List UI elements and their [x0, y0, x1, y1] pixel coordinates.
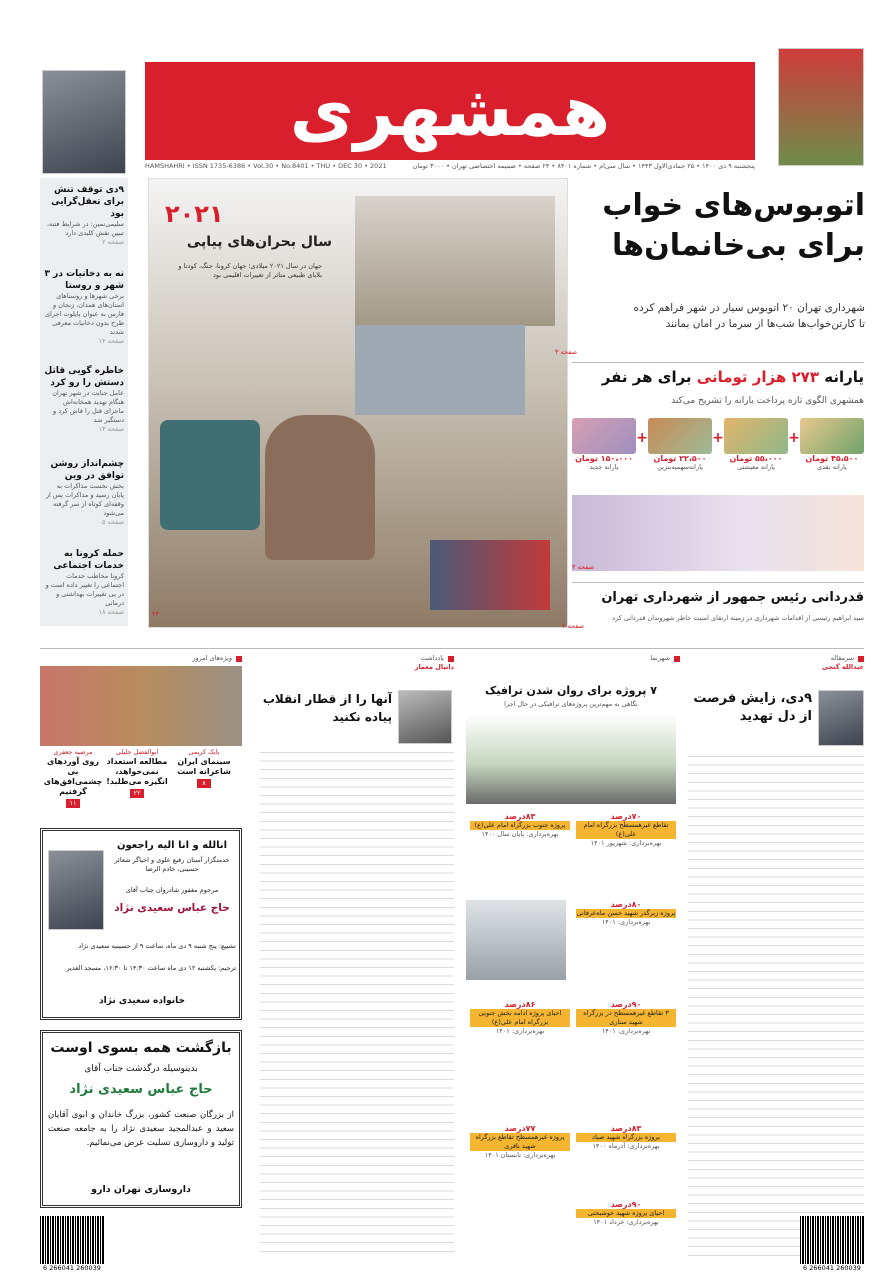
guest-title: سینمای ایران شاعرانه است — [177, 757, 231, 776]
medic-image — [160, 420, 260, 530]
lead-headline-line-1: اتوبوس‌های خواب — [602, 188, 865, 223]
section-divider — [40, 648, 864, 649]
barcode-left — [40, 1216, 104, 1264]
editorial-tag: سرمقاله — [830, 654, 854, 662]
traffic-card-pct: ۸۰درصد — [610, 900, 642, 909]
subsidy-item — [724, 418, 788, 490]
subsidy-amount: ۱۵۰،۰۰۰ تومان — [575, 454, 634, 463]
condolence-line-1: انالله و انا الیه راجعون — [116, 840, 228, 851]
left-item-title: چشم‌انداز روشن توافق در وین — [50, 459, 124, 481]
left-item-text: عامل جنایت در شهر تهران هنگام تهدید همخانه‌اش ماجرای قتل را فاش کرد و دستگیر شد — [52, 389, 124, 424]
masthead-logo: همشهری — [145, 62, 755, 160]
subsidy-item — [648, 418, 712, 490]
traffic-card-when: بهره‌برداری: ۱۴۰۱ — [495, 1027, 545, 1035]
editorial-author-photo — [818, 690, 864, 746]
plus-icon: + — [636, 430, 648, 446]
traffic-card-when: بهره‌برداری: ۱۴۰۱ — [601, 1027, 651, 1035]
opinion-column[interactable] — [260, 654, 454, 672]
traffic-card-pct: ۸۳درصد — [610, 1124, 642, 1133]
editorial-title-line-1: ۹دی، زایش فرصت — [693, 691, 812, 706]
date-line — [145, 162, 755, 172]
opinion-tag: یادداشت — [420, 654, 444, 662]
left-item-title: حمله کرونا به خدمات اجتماعی — [53, 549, 124, 571]
guest-title: مطالعه استعداد نمی‌خواهد، انگیزه می‌طلبد! — [106, 757, 168, 786]
year-review-title: سال بحران‌های پیاپی — [186, 234, 332, 250]
raisi-sub: سید ابراهیم رئیسی از اقدامات شهرداری در زمینه ارتقای امنیت خاطر شهروندان قدردانی کرد — [612, 614, 864, 622]
traffic-card-title: تقاطع غیرهمسطح بزرگراه امام علی(ع) — [576, 821, 676, 839]
condolence2-title: بازگشت همه بسوی اوست — [50, 1040, 232, 1056]
condolence2-line-1: بدینوسیله درگذشت جناب آقای — [84, 1064, 198, 1074]
traffic-card-pct: ۸۶درصد — [504, 1000, 536, 1009]
columnist-portrait — [42, 70, 126, 174]
left-item-2[interactable] — [44, 268, 124, 346]
traffic-title: ۷ پروژه برای روان شدن ترافیک — [485, 684, 657, 697]
raisi-headline[interactable]: قدردانی رئیس جمهور از شهرداری تهران — [601, 590, 864, 605]
subsidy-label: یارانه جدید — [589, 463, 619, 471]
traffic-card-pct: ۸۳درصد — [504, 812, 536, 821]
condolence-line-2: خدمتگزار آستان رفیع علوی و احیاگر شعائر حسینی، خادم الرضا — [114, 856, 230, 873]
editorial[interactable] — [688, 654, 864, 672]
traffic-tag: شهرنما — [650, 654, 670, 662]
left-item-page: صفحه ۵ — [101, 518, 124, 526]
left-item-title: نه به دخانیات در ۳ شهر و روستا — [44, 269, 124, 291]
condolence2-name: حاج عباس سعیدی نژاد — [69, 1082, 213, 1097]
left-item-title: ۹دی توقف تنش برای تعقل‌گرایی بود — [51, 185, 124, 219]
barcode-right-number: 6 266041 260039 — [803, 1264, 861, 1272]
masked-man-image — [265, 415, 375, 560]
section-marker-icon — [448, 656, 454, 662]
condolence2-signature: داروسازی تهران دارو — [91, 1184, 191, 1195]
traffic-card-title: پروژه جنوب بزرگراه امام علی(ع) — [470, 821, 570, 830]
guest-name: بابک کریمی — [188, 748, 220, 756]
traffic-card-when: بهره‌برداری: شهریور ۱۴۰۱ — [590, 839, 662, 847]
lead-sub-line-2: تا کارتن‌خواب‌ها شب‌ها از سرما در امان بمانند — [665, 318, 865, 330]
subsidy-headline[interactable] — [572, 368, 864, 386]
lead-sub-line-1: شهرداری تهران ۲۰ اتوبوس سیار در شهر فراهم کرده — [633, 302, 865, 314]
guest-page: ۸ — [197, 779, 211, 788]
divider — [572, 362, 864, 363]
banknote-image — [648, 418, 712, 454]
opinion-title-line-1: آنها را از قطار انقلاب — [262, 692, 392, 706]
condolence-line-4: تشییع: پنج شنبه ۹ دی ماه، ساعت ۹ از حسینیه سعیدی نژاد — [78, 942, 236, 950]
year-review-sub: جهان در سال ۲۰۲۱ میلادی؛ جهان کرونا، جنگ، کودتا و بلایای طبیعی متاثر از تغییرات اقلیمی بود — [178, 262, 322, 279]
subsidy-item — [572, 418, 636, 490]
ruins-image — [355, 196, 555, 326]
guest-card[interactable] — [42, 748, 104, 810]
traffic-section[interactable] — [462, 654, 680, 663]
banknote-image — [800, 418, 864, 454]
left-item-title: خاطره گویی قاتل دستش را رو کرد — [44, 366, 124, 388]
traffic-card — [576, 1124, 676, 1151]
traffic-card-pct: ۹۰درصد — [610, 1200, 642, 1209]
left-item-5[interactable] — [44, 548, 124, 617]
left-item-page: صفحه ۱۸ — [98, 608, 124, 616]
bridge-illustration — [466, 900, 566, 980]
banknote-hand-image — [572, 495, 864, 571]
subsidy-page-ref: صفحه ۳ — [572, 563, 595, 571]
section-marker-icon — [236, 656, 242, 662]
editorial-author: عبدالله گنجی — [821, 663, 864, 671]
guest-page: ۱۱ — [66, 799, 80, 808]
section-marker-icon — [674, 656, 680, 662]
traffic-card-title: پروژه غیرهمسطح تقاطع بزرگراه شهید باقری — [470, 1133, 570, 1151]
guest-page: ۲۲ — [130, 789, 144, 798]
editorial-title — [688, 690, 812, 726]
condolence-name: حاج عباس سعیدی نژاد — [114, 902, 230, 914]
guests-header — [40, 654, 242, 663]
lead-page-ref: صفحه ۳ — [555, 348, 578, 356]
left-item-page: صفحه ۱۳ — [98, 425, 124, 433]
traffic-card-title: پروژه زیرگذر شهید حسن ماه‌عرفانی — [576, 909, 676, 917]
traffic-card-pct: ۷۷درصد — [504, 1124, 536, 1133]
barcode-right — [800, 1216, 864, 1264]
plus-icon: + — [788, 430, 800, 446]
date-line-fa: پنجشنبه ۹ دی ۱۴۰۰ • ۲۵ جمادی‌الاول ۱۴۴۳ • سال سی‌ام • شماره ۸۴۰۱ • ۲۴ صفحه • ضمیمه اختصاصی تهران • ۳۰۰۰ تومان — [412, 162, 755, 170]
traffic-card — [470, 1124, 570, 1160]
traffic-sub: نگاهی به مهم‌ترین پروژه‌های ترافیکی در حال اجرا — [504, 700, 638, 708]
traffic-card-when: بهره‌برداری: ۱۴۰۱ — [601, 918, 651, 926]
left-item-4[interactable] — [44, 458, 124, 527]
guests-tag: ویژه‌های امروز — [192, 654, 232, 662]
barcode-left-number: 6 266041 260039 — [43, 1264, 101, 1272]
traffic-card-when: بهره‌برداری: آذرماه ۱۴۰۰ — [592, 1142, 660, 1150]
traffic-card — [576, 1200, 676, 1227]
plus-icon: + — [712, 430, 724, 446]
left-item-page: صفحه ۲ — [101, 238, 124, 246]
subsidy-item — [800, 418, 864, 490]
opinion-title — [260, 690, 392, 726]
traffic-card — [470, 1000, 570, 1036]
subsidy-amount: ۵۵،۰۰۰ تومان — [729, 454, 783, 463]
opinion-title-line-2: پیاده نکنید — [332, 710, 392, 724]
subsidy-amount: ۴۵،۵۰۰ تومان — [805, 454, 859, 463]
traffic-card — [576, 1000, 676, 1036]
ship-flag-image — [430, 540, 550, 610]
section-marker-icon — [858, 656, 864, 662]
traffic-card-pct: ۹۰درصد — [610, 1000, 642, 1009]
left-item-text: سلیمی‌نمین: در شرایط فتنه، تبیین نقش کلیدی دارد — [46, 220, 124, 237]
condolence2-body: از بزرگان صنعت کشور، بزرگ خاندان و ابوی آقایان سعید و عبدالمجید سعیدی نژاد را به جامعه صنعت تولید و داروسازی تسلیت عرض می‌نمائیم. — [48, 1110, 234, 1148]
left-item-page: صفحه ۱۴ — [98, 337, 124, 345]
year-label: ۲۰۲۱ — [165, 200, 224, 228]
traffic-card — [576, 900, 676, 927]
lead-headline-line-2: برای بی‌خانمان‌ها — [612, 228, 865, 263]
subsidy-label: یارانه نقدی — [817, 463, 847, 471]
subsidy-amount: ۲۲،۵۰۰ تومان — [653, 454, 707, 463]
subsidy-items — [572, 418, 864, 490]
condolence-line-3: مرحوم مغفور شادروان جناب آقای — [125, 886, 219, 894]
traffic-card-pct: ۷۰درصد — [610, 812, 642, 821]
condolence-line-5: ترحیم: یکشنبه ۱۲ دی ماه ساعت ۱۴:۳۰ تا ۱۶:۳۰، مسجد الغدیر — [66, 964, 236, 972]
highway-illustration — [466, 714, 676, 804]
traffic-card-title: احیای پروژه شهید خوشبختی — [576, 1209, 676, 1218]
banknote-image — [572, 418, 636, 454]
guest-name: مرضیه جعفری — [53, 748, 93, 756]
traffic-card-title: ۳ تقاطع غیرهمسطح در بزرگراه شهید ستاری — [576, 1009, 676, 1027]
subsidy-headline-start: یارانه — [824, 368, 864, 386]
traffic-card-title: پروژه بزرگراه شهید صیاد — [576, 1133, 676, 1142]
subsidy-headline-highlight: ۲۷۳ هزار تومانی — [696, 368, 819, 386]
banknote-image — [724, 418, 788, 454]
guest-card[interactable] — [170, 748, 238, 790]
divider — [572, 582, 864, 583]
left-item-text: بخش نخست مذاکرات به پایان رسید و مذاکرات پس از وقفه‌ای کوتاه از سر گرفته می‌شود — [45, 482, 124, 517]
lead-headline[interactable] — [575, 186, 865, 266]
subsidy-sub: همشهری الگوی تازه پرداخت یارانه را تشریح می‌کند — [671, 396, 864, 406]
opinion-author: دانیال معمار — [414, 663, 454, 671]
left-item-1[interactable] — [44, 184, 124, 247]
opinion-author-photo — [398, 690, 452, 744]
traffic-card-title: احیای پروژه ادامه بخش جنوبی بزرگراه امام علی(ع) — [470, 1009, 570, 1027]
lead-sub — [580, 300, 865, 332]
building-image — [355, 325, 525, 415]
traffic-card — [470, 812, 570, 839]
left-item-text: کرونا مخاطب خدمات اجتماعی را تغییر داده است و در پی تغییرات بهداشتی و درمانی — [45, 572, 124, 607]
guest-name: ابوالفضل جلیلی — [115, 748, 159, 756]
traffic-card-when: بهره‌برداری: تابستان ۱۴۰۱ — [484, 1151, 556, 1159]
traffic-card-when: بهره‌برداری: پایان سال ۱۴۰۰ — [481, 830, 559, 838]
raisi-page-ref: صفحه ۲ — [562, 622, 585, 630]
guest-title: روی آوردهای بی چشمی‌افق‌های گرفتیم — [43, 757, 103, 796]
editorial-title-line-2: از دل تهدید — [739, 709, 812, 724]
deceased-photo — [48, 850, 104, 930]
traffic-card — [576, 812, 676, 848]
left-item-text: برخی شهرها و روستاهای استان‌های همدان، زنجان و فارس به عنوان پایلوت اجرای طرح بدون دخانیات معرفی شدند — [44, 292, 124, 336]
left-item-3[interactable] — [44, 365, 124, 434]
condolence-family: خانواده سعیدی نژاد — [99, 996, 185, 1006]
guests-photo — [40, 666, 242, 746]
sports-supplement-thumbnail[interactable] — [778, 48, 864, 166]
subsidy-headline-end: برای هر نفر — [601, 368, 692, 386]
traffic-card-when: بهره‌برداری: خرداد ۱۴۰۱ — [593, 1218, 659, 1226]
year-review-page: ۲۳ — [152, 610, 159, 618]
date-line-en: HAMSHAHRI • ISSN 1735-6386 • Vol.30 • No.8401 • THU • DEC 30 • 2021 — [145, 162, 387, 170]
guest-card[interactable] — [105, 748, 169, 800]
subsidy-label: یارانه‌سهمیه‌بنزین — [657, 463, 703, 471]
opinion-body-text — [260, 752, 454, 1252]
editorial-body-text — [688, 756, 864, 1256]
subsidy-label: یارانه معیشتی — [737, 463, 775, 471]
